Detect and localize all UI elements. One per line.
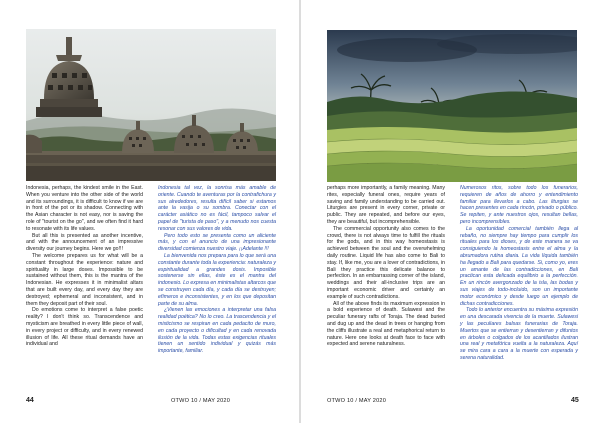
spanish-paragraph: La bienvenida nos prepara para lo que será una constante durante toda la experiencia: naturaleza y espiritualidad a grandes dosis. Imposible sostenerse sin ellas, éste es el mantra del indonesio. Lo expresa en minimalistas altarcos que se construyen cada día, y cada día se destruyen; efímeros e inconsistentes, y en los que depositan parte de su alma. — [158, 252, 276, 307]
english-paragraph: The commercial opportunity also comes to the crowd, there is not always time to fulfill the rituals for the gods, and in this way homeostasis is achieved between the soul and the overwhelming daily routine. Liquid life has also come to Bali to stay. If, like me, you are a lover of contradictions, in Bali they practice this delicate balance to perfection. In an embarrassing corner of the island, weddings and their all-inclusive trips are an important economic driver and certainly an example of such contradictions. — [327, 225, 445, 300]
issue-footer: OTWO 10 / MAY 2020 — [327, 398, 387, 404]
left-page — [0, 0, 299, 423]
issue-footer: OTWO 10 / MAY 2020 — [171, 398, 231, 404]
english-paragraph: perhaps more importantly, a family meaning. Many rites, especially funeral ones, require years of saving and family understanding to be carried out. Liturgies are present in every corner, private or public. They are repeated, and before our eyes, they are beautiful, but incomprehensible. — [327, 185, 445, 225]
spanish-paragraph: ¿Vienen las emociones a interpretar una falsa realidad poética? No lo creo. La trascendencia y el misticismo se respiran en cada pedacito de muro, en cada proyecto o dificultad y en cada renovada ilusión de la vida. Todas estas exigencias rituales tienen un sentido individual y quizás más importante, familiar. — [158, 307, 276, 355]
english-column — [327, 185, 445, 348]
spanish-column — [158, 185, 276, 355]
spanish-column — [460, 185, 578, 362]
english-paragraph: The welcome prepares us for what will be a constant throughout the experience: nature and spirituality in large doses. Impossible to be sustained without them, this is the mantra of the Indonesian. He expresses it in minimalist altars that are built every day, and every day they are destroyed; ephemeral and inconsistent, and in them they deposit part of their soul. — [26, 252, 143, 307]
english-paragraph: Do emotions come to interpret a false poetic reality? I don't think so. Transcendence and mysticism are breathed in every little piece of wall, in every project or difficulty, and in every renewed illusion of life. All these ritual demands have an individual and — [26, 307, 143, 348]
english-paragraph: All of the above finds its maximum expression in a bold experience of death. Sulawesi and the peculiar funerary rafts of Toraja. The dead buried and dug up and the dead in trees or hanging from the cliffs illustrate a real and metaphorical return to nature. Here one looks at death face to face with expected and serene naturalness. — [327, 300, 445, 348]
english-column — [26, 185, 143, 348]
photo-rice-terraces — [327, 30, 577, 182]
photo-stupas — [26, 29, 276, 181]
right-page — [301, 0, 600, 423]
spanish-paragraph: La oportunidad comercial también llega al rebaño, no siempre hay tiempo para cumplir los rituales para los dioses, y de este manera se va consiguiendo la homeostasis entre el alma y la abrumadora rutina diaria. La vida líquida también ha llegado a Bali para quedarse. Si, como yo, eres un amante de las contradicciones, en Bali practican esta delicada equilibrio a la perfección. En un rincón avergonzado de la isla, las bodas y sus viajes de todo-incluido, son un importante motor económico y desde luego un ejemplo de dichas contradicciones. — [460, 225, 578, 307]
spanish-paragraph: Numerosos ritos, sobre todo los funerarios, requieren de años de ahorro y entendimiento familiar para llevarlos a cabo. Las liturgias se hacen presentes en cada rincón, privado o público. Se repiten, y ante nuestros ojos, resultan bellas, pero incomprensibles. — [460, 185, 578, 225]
rice-terraces-image — [327, 30, 577, 182]
english-paragraph: But all this is presented as another incentive, and with the announcement of an impressive diversity our journey begins. Here we go!!! — [26, 232, 143, 253]
stupa-photo-image — [26, 29, 276, 181]
spanish-paragraph: Indonesia tal vez, la sonrisa más amable de oriente. Cuando te aventuras por la contrafichura y sus alrededores, resulta difícil saber si estamos ante la vasija o su sombra. Conectar con el carácter asiático no es fácil, tampoco salvar el papel de "turista de paso", y a menudo nos cuesta resonar con sus valores de vida. — [158, 185, 276, 232]
page-number: 44 — [26, 397, 34, 404]
spanish-paragraph: Todo lo anterior encuentra su máxima expresión en una descarada vivencia de la muerte. Sulawesi y las peculiares balsas funerarias de Toraja. Muertos que se entierran y desentierran y difuntos en árboles o colgados de los acantilados ilustran una real y metafórica vuelta a la naturaleza. Aquí se mira cara a cara a la muerte con esperada y serena naturalidad. — [460, 307, 578, 361]
english-paragraph: Indonesia, perhaps, the kindest smile in the East. When you venture into the other side of the world and its surroundings, it is difficult to know if we are in front of the pot or its shadow. Connecting with the Asian character is not easy, nor is saving the role of "tourist on the go", and we often find it hard to resonate with its life values. — [26, 185, 143, 232]
spanish-paragraph: Pero todo esto se presenta como un aliciente más, y con el anuncio de una impresionante diversidad comienza nuestro viaje. ¡¡Adelante !!! — [158, 232, 276, 253]
page-number: 45 — [571, 397, 579, 404]
